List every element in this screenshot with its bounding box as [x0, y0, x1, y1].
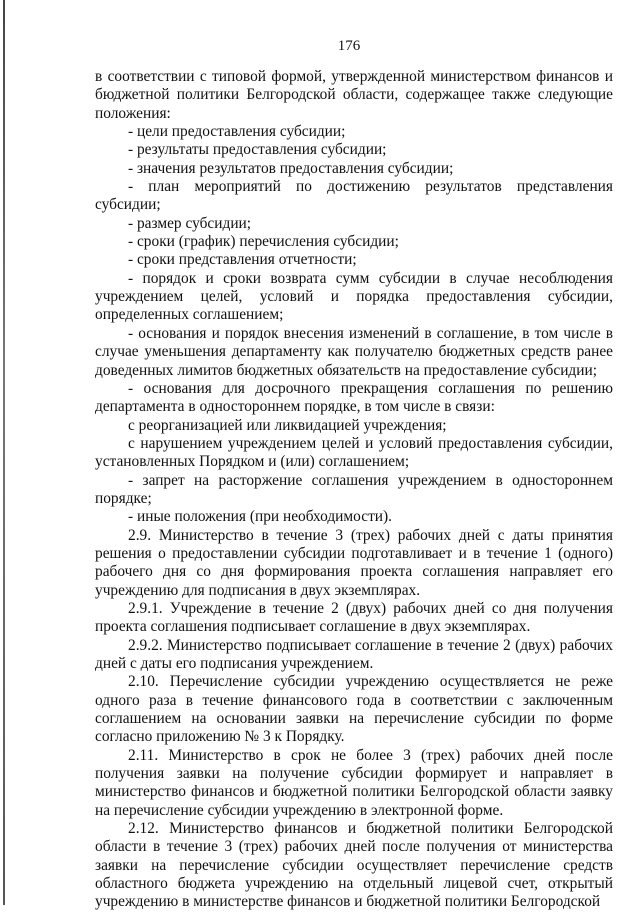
list-item: - запрет на расторжение соглашения учреждением в одностороннем порядке;: [95, 471, 613, 507]
paragraph: с реорганизацией или ликвидацией учреждения;: [128, 416, 447, 434]
list-item: - результаты предоставления субсидии;: [128, 141, 387, 159]
list-item: - сроки (график) перечисления субсидии;: [128, 233, 399, 251]
list-item: - основания и порядок внесения изменений в соглашение, в том числе в случае уменьшения департаменту как получателю бюджетных средств ранее доведенных лимитов бюджетных обязательств на предоставление субсидии;: [95, 324, 613, 379]
list-item: - сроки представления отчетности;: [128, 251, 357, 269]
document-page: [95, 38, 613, 912]
list-item: - цели предоставления субсидии;: [128, 123, 346, 141]
clause-2-11: 2.11. Министерство в срок не более 3 (трех) рабочих дней после получения заявки на получение субсидии формирует и направляет в министерство финансов и бюджетной политики Белгородской области заявку на перечисление субсидии учреждению в электронной форме.: [95, 746, 613, 819]
list-item: - значения результатов предоставления субсидии;: [128, 159, 454, 177]
list-item: - основания для досрочного прекращения соглашения по решению департамента в одностороннем порядке, в том числе в связи:: [95, 379, 613, 416]
clause-2-12: 2.12. Министерство финансов и бюджетной политики Белгородской области в течение 3 (трех) рабочих дней после получения от министерства заявки на перечисление субсидии осуществляет перечисление средств областного бюджета учреждению на отдельный лицевой счет, открытый учреждению в министерстве финансов и бюджетной политики Белгородской: [95, 820, 613, 911]
clause-2-9: 2.9. Министерство в течение 3 (трех) рабочих дней с даты принятия решения о предоставлении субсидии подготавливает и в течение 1 (одного) рабочего дня со дня формирования проекта соглашения направляет его учреждению для подписания в двух экземплярах.: [95, 526, 613, 599]
paragraph: с нарушением учреждением целей и условий предоставления субсидии, установленных Порядком и (или) соглашением;: [95, 434, 613, 471]
paragraph: в соответствии с типовой формой, утвержденной министерством финансов и бюджетной политики Белгородской области, содержащее также следующие положения:: [95, 68, 613, 122]
list-item: - иные положения (при необходимости).: [128, 508, 393, 526]
clause-2-9-1: 2.9.1. Учреждение в течение 2 (двух) рабочих дней со дня получения проекта соглашения подписывает соглашение в двух экземплярах.: [95, 599, 613, 636]
document-body: [95, 68, 613, 912]
list-item: - порядок и сроки возврата сумм субсидии в случае несоблюдения учреждением целей, условий и порядка предоставления субсидии, определенных соглашением;: [95, 269, 613, 324]
page-number: 176: [337, 38, 361, 54]
clause-2-10: 2.10. Перечисление субсидии учреждению осуществляется не реже одного раза в течение финансового года в соответствии с заключенным соглашением на основании заявки на перечисление субсидии по форме согласно приложению № 3 к Порядку.: [95, 673, 613, 746]
list-item: - план мероприятий по достижению результатов представления субсидии;: [95, 178, 613, 214]
list-item: - размер субсидии;: [128, 214, 252, 232]
clause-2-9-2: 2.9.2. Министерство подписывает соглашение в течение 2 (двух) рабочих дней с даты его подписания учреждением.: [95, 636, 613, 672]
scan-edge-line: [3, 0, 5, 905]
